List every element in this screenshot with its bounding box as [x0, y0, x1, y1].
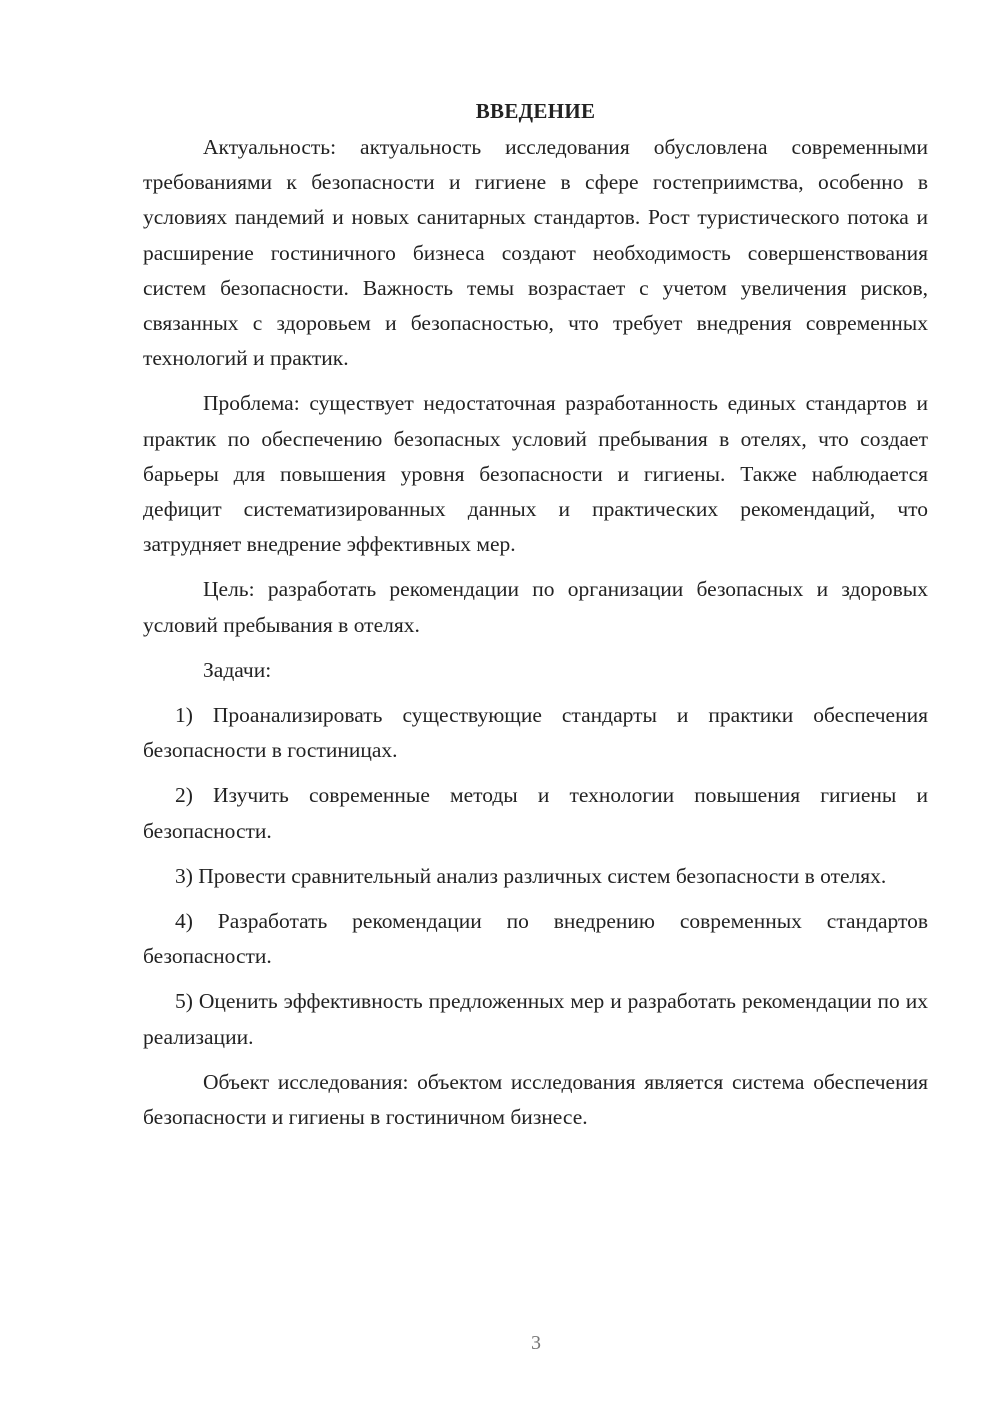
task-item-1: 1) Проанализировать существующие стандарты и практики обеспечения безопасности в гостиницах. — [143, 703, 928, 763]
tasks-heading: Задачи: — [203, 657, 272, 682]
page-title: ВВЕДЕНИЕ — [475, 99, 596, 123]
task-item-4: 4) Разработать рекомендации по внедрению современных стандартов безопасности. — [143, 909, 928, 969]
task-item-5: 5) Оценить эффективность предложенных мер и разработать рекомендации по их реализации. — [143, 989, 928, 1049]
relevance-paragraph: Актуальность: актуальность исследования обусловлена современными требованиями к безопасности и гигиене в сфере гостеприимства, особенно в условиях пандемий и новых санитарных стандартов. Рост туристического потока и расширение гостиничного бизнеса создают необходимость совершенствования систем безопасности. Важность темы возрастает с учетом увеличения рисков, связанных с здоровьем и безопасностью, что требует внедрения современных технологий и практик. — [143, 135, 928, 371]
page-number: 3 — [531, 1332, 541, 1354]
goal-paragraph: Цель: разработать рекомендации по организации безопасных и здоровых условий пребывания в отелях. — [143, 577, 928, 637]
document-page — [143, 96, 928, 1145]
task-item-3: 3) Провести сравнительный анализ различных систем безопасности в отелях. — [175, 863, 887, 888]
object-paragraph: Объект исследования: объектом исследования является система обеспечения безопасности и гигиены в гостиничном бизнесе. — [143, 1069, 928, 1130]
problem-paragraph: Проблема: существует недостаточная разработанность единых стандартов и практик по обеспечению безопасных условий пребывания в отелях, что создает барьеры для повышения уровня безопасности и гигиены. Также наблюдается дефицит систематизированных данных и практических рекомендаций, что затрудняет внедрение эффективных мер. — [143, 391, 928, 557]
task-item-2: 2) Изучить современные методы и технологии повышения гигиены и безопасности. — [143, 783, 928, 843]
